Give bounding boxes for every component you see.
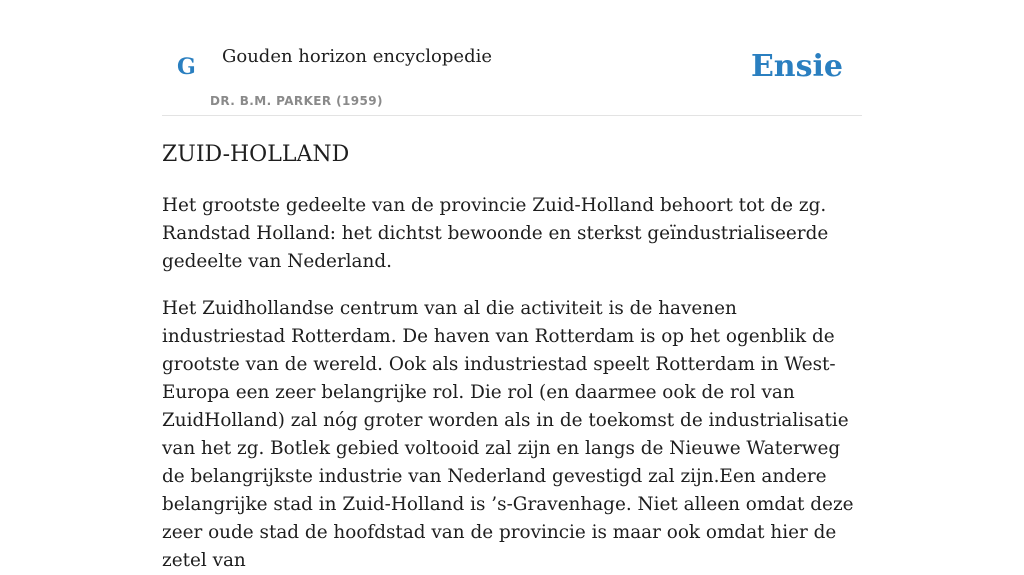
article-paragraph-1: Het grootste gedeelte van de provincie Zuid-Holland behoort tot de zg. Randstad Holland: het dichtst bewoonde en sterkst geïndustrialiseerde gedeelte van Nederland. bbox=[162, 195, 829, 273]
book-title-link[interactable]: Gouden horizon encyclopedie bbox=[222, 46, 492, 67]
ensie-logo-link[interactable]: Ensie bbox=[750, 49, 843, 84]
article-container bbox=[162, 0, 862, 575]
book-author-link[interactable]: DR. B.M. PARKER (1959) bbox=[210, 94, 383, 108]
page-header bbox=[162, 0, 862, 116]
article-title: ZUID-HOLLAND bbox=[162, 142, 350, 167]
book-logo-letter[interactable]: G bbox=[177, 54, 196, 80]
article-paragraph-2: Het Zuidhollandse centrum van al die activiteit is de havenen industriestad Rotterdam. De haven van Rotterdam is op het ogenblik de grootste van de wereld. Ook als industriestad speelt Rotterdam in West-Europa een zeer belangrijke rol. Die rol (en daarmee ook de rol van ZuidHolland) zal nóg groter worden als in de toekomst de industrialisatie van het zg. Botlek gebied voltooid zal zijn en langs de Nieuwe Waterweg de belangrijkste industrie van Nederland gevestigd zal zijn.Een andere belangrijke stad in Zuid-Holland is ’s-Gravenhage. Niet alleen omdat deze zeer oude stad de hoofdstad van de provincie is maar ook omdat hier de zetel van bbox=[162, 298, 854, 572]
